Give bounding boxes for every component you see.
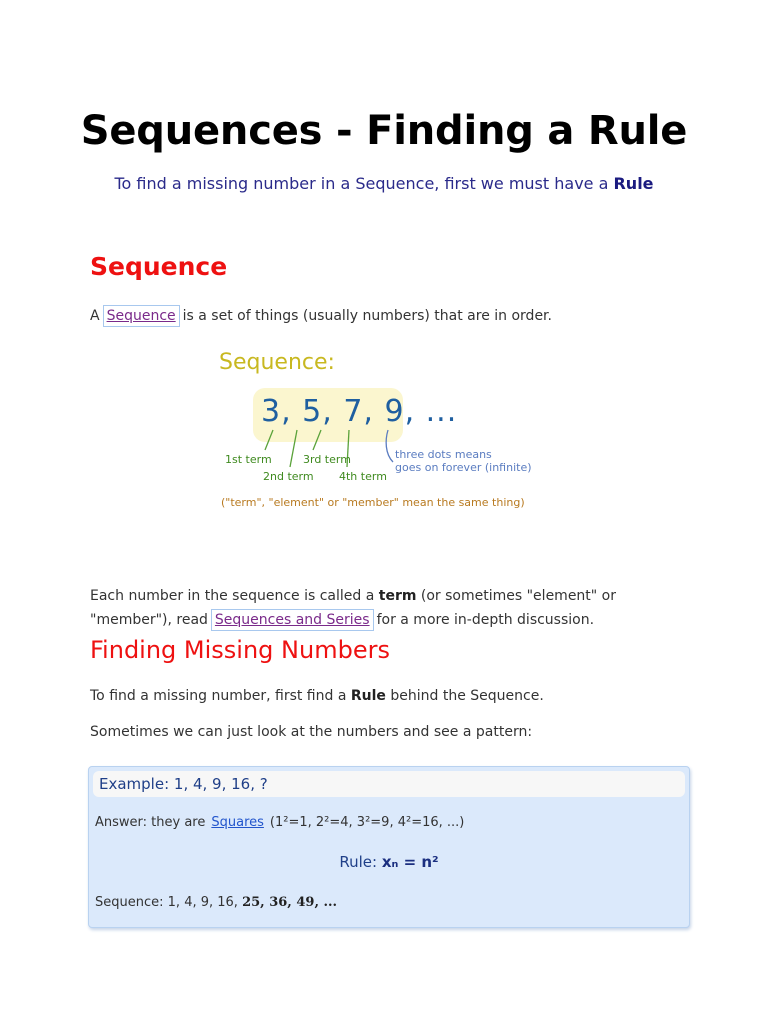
rule-label: Rule:	[339, 853, 378, 871]
term-bold: term	[378, 588, 417, 604]
page-subtitle	[0, 174, 768, 193]
label-2nd-term: 2nd term	[263, 470, 314, 483]
term-pre: Each number in the sequence is called a	[90, 588, 379, 604]
arrow-dots-note	[386, 430, 393, 462]
intro-a: A	[90, 308, 100, 324]
term-mid: (or sometimes "element" or "member"), read	[90, 588, 617, 628]
term-paragraph	[90, 584, 690, 632]
example-box	[88, 766, 690, 928]
subtitle-text: To find a missing number in a Sequence, first we must have a	[114, 174, 614, 193]
example-heading: Example: 1, 4, 9, 16, ?	[93, 771, 685, 797]
section-heading-sequence: Sequence	[90, 252, 228, 281]
example-answer	[95, 815, 464, 830]
arrow-term-3	[313, 430, 321, 450]
arrow-term-1	[265, 430, 273, 450]
example-rule	[89, 853, 689, 871]
seq-new: 25, 36, 49, ...	[242, 895, 338, 910]
section-heading-missing-numbers: Finding Missing Numbers	[90, 636, 390, 664]
note-line-1: three dots means	[395, 448, 492, 461]
sequence-figure	[215, 350, 535, 520]
figure-arrows	[215, 350, 535, 520]
intro-rest: is a set of things (usually numbers) that are in order.	[182, 308, 552, 324]
label-1st-term: 1st term	[225, 453, 272, 466]
arrow-term-2	[290, 430, 297, 467]
figure-note	[395, 448, 532, 474]
figure-numbers: 3, 5, 7, 9, ...	[261, 394, 458, 429]
find-rule-paragraph	[90, 684, 544, 708]
answer-post: (1²=1, 2²=4, 3²=9, 4²=16, ...)	[269, 815, 465, 830]
term-post: for a more in-depth discussion.	[376, 612, 595, 628]
find-post: behind the Sequence.	[385, 688, 544, 704]
seq-label: Sequence:	[95, 895, 164, 910]
sequence-link[interactable]: Sequence	[103, 305, 180, 327]
label-3rd-term: 3rd term	[303, 453, 351, 466]
note-line-2: goes on forever (infinite)	[395, 461, 532, 474]
rule-formula: xₙ = n²	[381, 853, 439, 871]
example-sequence	[95, 895, 337, 910]
seq-given: 1, 4, 9, 16,	[167, 895, 238, 910]
figure-title: Sequence:	[219, 350, 335, 375]
page-title: Sequences - Finding a Rule	[80, 108, 688, 154]
sequence-definition	[90, 304, 552, 328]
find-rule-bold: Rule	[350, 688, 386, 704]
answer-pre: Answer: they are	[95, 815, 206, 830]
label-4th-term: 4th term	[339, 470, 387, 483]
subtitle-rule: Rule	[613, 174, 654, 193]
squares-link[interactable]: Squares	[211, 815, 264, 830]
find-pre: To find a missing number, first find a	[90, 688, 351, 704]
sequences-series-link[interactable]: Sequences and Series	[211, 609, 374, 631]
figure-footnote: ("term", "element" or "member" mean the same thing)	[221, 496, 525, 509]
pattern-paragraph: Sometimes we can just look at the numbers and see a pattern:	[90, 724, 533, 740]
